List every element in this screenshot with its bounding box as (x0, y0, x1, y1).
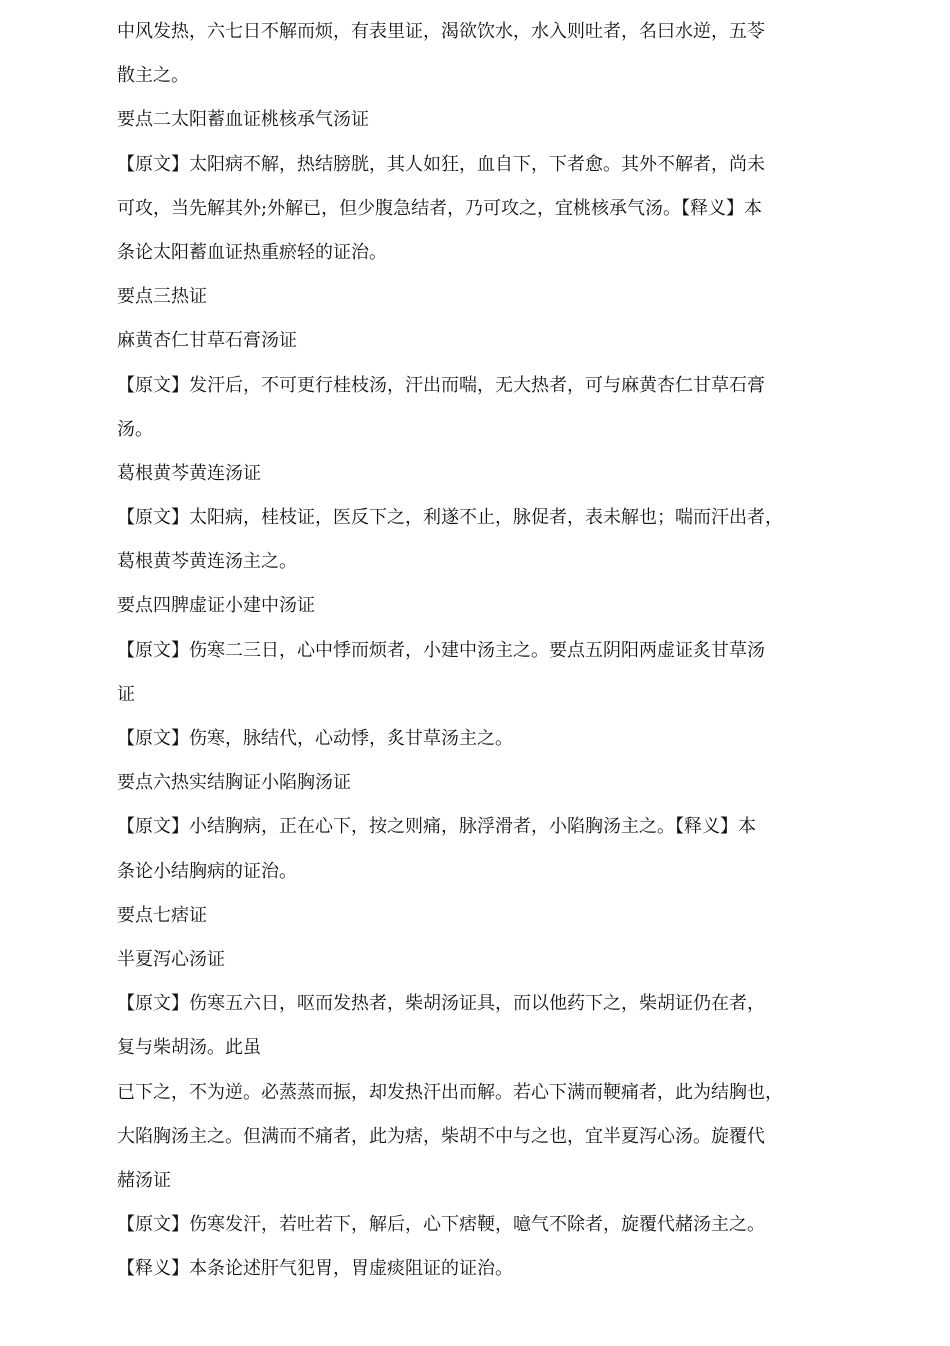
text-line: 【释义】本条论述肝气犯胃，胃虚痰阻证的证治。 (117, 1258, 513, 1280)
section-heading: 要点四脾虚证小建中汤证 (117, 595, 315, 617)
text-line: 条论小结胸病的证治。 (117, 860, 297, 882)
text-line: 大陷胸汤主之。但满而不痛者，此为痞，柴胡不中与之也，宜半夏泻心汤。旋覆代 (117, 1125, 765, 1147)
text-line: 【原文】太阳病不解，热结膀胱，其人如狂，血自下，下者愈。其外不解者，尚未 (117, 153, 765, 175)
text-line: 【原文】伤寒，脉结代，心动悸，炙甘草汤主之。 (117, 728, 513, 749)
text-line: 汤。 (117, 418, 153, 440)
text-line: 【原文】伤寒五六日，呕而发热者，柴胡汤证具，而以他药下之，柴胡证仍在者， (117, 993, 765, 1015)
text-line: 复与柴胡汤。此虽 (117, 1037, 261, 1059)
text-line: 赭汤证 (117, 1169, 171, 1191)
text-line: 【原文】伤寒二三日，心中悸而烦者，小建中汤主之。要点五阴阳两虚证炙甘草汤 (117, 639, 765, 661)
text-line: 【原文】太阳病，桂枝证，医反下之，利遂不止，脉促者，表未解也；喘而汗出者， (117, 507, 783, 529)
section-heading: 要点三热证 (117, 286, 207, 308)
text-line: 【原文】伤寒发汗，若吐若下，解后，心下痞鞕，噫气不除者，旋覆代赭汤主之。 (117, 1214, 765, 1236)
text-line: 【原文】小结胸病，正在心下，按之则痛，脉浮滑者，小陷胸汤主之。【释义】本 (117, 816, 756, 838)
subsection-heading: 半夏泻心汤证 (117, 948, 225, 970)
section-heading: 要点七痞证 (117, 904, 207, 926)
subsection-heading: 葛根黄芩黄连汤证 (117, 462, 261, 484)
text-line: 条论太阳蓄血证热重瘀轻的证治。 (117, 241, 387, 263)
document-page (117, 10, 833, 1291)
section-heading: 要点六热实结胸证小陷胸汤证 (117, 772, 351, 794)
subsection-heading: 麻黄杏仁甘草石膏汤证 (117, 330, 297, 352)
text-line: 【原文】发汗后，不可更行桂枝汤，汗出而喘，无大热者，可与麻黄杏仁甘草石膏 (117, 374, 765, 396)
text-line: 可攻，当先解其外;外解已，但少腹急结者，乃可攻之，宜桃核承气汤。【释义】本 (117, 197, 763, 219)
text-line: 葛根黄芩黄连汤主之。 (117, 551, 297, 573)
text-line: 已下之，不为逆。必蒸蒸而振，却发热汗出而解。若心下满而鞕痛者，此为结胸也， (117, 1081, 783, 1103)
section-heading: 要点二太阳蓄血证桃核承气汤证 (117, 109, 369, 131)
text-line: 证 (117, 683, 135, 705)
text-line: 散主之。 (117, 65, 189, 87)
text-line: 中风发热，六七日不解而烦，有表里证，渴欲饮水，水入则吐者，名曰水逆，五苓 (117, 21, 765, 42)
